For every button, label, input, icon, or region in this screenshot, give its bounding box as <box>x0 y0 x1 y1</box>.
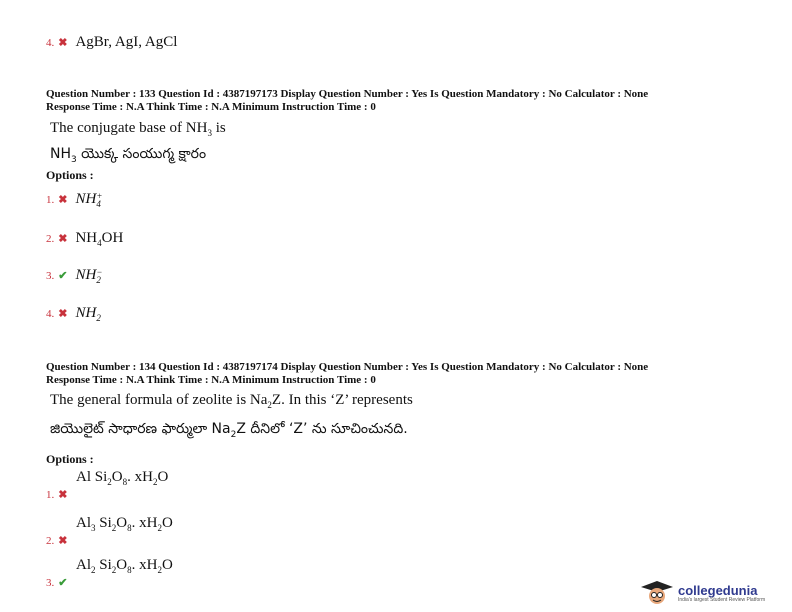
option-text: $NH_4OH$ <box>75 230 124 248</box>
q133-question-te: $NH_3$ యొక్క సంయుగ్మ క్షారం <box>50 146 207 165</box>
collegedunia-logo <box>640 580 765 606</box>
q133-meta-line1: Question Number : 133 Question Id : 4387197173 Display Question Number : Yes Is Question Mandatory : No Calculator : None <box>46 88 649 100</box>
cross-icon: ✖ <box>58 308 68 320</box>
q133-option-4: 4. ✖ $NH_2$ <box>46 305 101 323</box>
q133-options-label: Options : <box>46 168 94 182</box>
q134-option-3: $Al_2$ $Si_2O_8$. $xH_2O$ 3. ✔ <box>46 557 173 589</box>
option-text: Al $Si_2O_8$. $xH_2O$ <box>76 469 169 487</box>
check-icon: ✔ <box>58 577 68 589</box>
cross-icon: ✖ <box>58 194 68 206</box>
q134-meta <box>46 361 648 387</box>
cross-icon: ✖ <box>58 535 68 547</box>
check-icon: ✔ <box>58 270 68 282</box>
q133-question-en: The conjugate base of $NH_3$ is <box>50 120 226 138</box>
graduate-mascot-icon <box>640 580 674 606</box>
q134-options-label: Options : <box>46 452 94 466</box>
q134-meta-line2: Response Time : N.A Think Time : N.A Minimum Instruction Time : 0 <box>46 374 376 386</box>
logo-tagline: India's largest Student Review Platform <box>678 596 766 603</box>
q134-question-en: The general formula of zeolite is $Na_2Z$. In this ‘Z’ represents <box>50 392 413 410</box>
q134-option-1: Al $Si_2O_8$. $xH_2O$ 1. ✖ <box>46 469 169 501</box>
cross-icon: ✖ <box>58 233 68 245</box>
q133-option-1: 1. ✖ NH + 4 <box>46 190 103 209</box>
option-text: $Al_3$ $Si_2O_8$. $xH_2O$ <box>76 515 173 533</box>
q133-meta <box>46 88 648 114</box>
option-text: NH − 2 <box>75 266 103 285</box>
logo-name: collegedunia <box>678 582 758 598</box>
prev-option-4 <box>46 33 177 51</box>
option-text: $Al_2$ $Si_2O_8$. $xH_2O$ <box>76 557 173 575</box>
q134-question-te: జియొలైట్ సాధారణ ఫార్ములా $Na_2Z$ దీనిలో ‘Z’ ను సూచించునది. <box>50 421 408 440</box>
cross-icon: ✖ <box>58 489 68 501</box>
q133-meta-line2: Response Time : N.A Think Time : N.A Minimum Instruction Time : 0 <box>46 101 376 113</box>
q134-meta-line1: Question Number : 134 Question Id : 4387197174 Display Question Number : Yes Is Question Mandatory : No Calculator : None <box>46 361 649 373</box>
q133-option-3: 3. ✔ NH − 2 <box>46 266 103 285</box>
option-text: $NH_2$ <box>75 305 101 323</box>
option-number: 4. <box>46 37 55 49</box>
q134-option-2: $Al_3$ $Si_2O_8$. $xH_2O$ 2. ✖ <box>46 515 173 547</box>
option-text: AgBr, AgI, AgCl <box>75 34 178 50</box>
option-text: NH + 4 <box>75 190 103 209</box>
cross-icon: ✖ <box>58 37 68 49</box>
q133-option-2: 2. ✖ $NH_4OH$ <box>46 230 124 248</box>
